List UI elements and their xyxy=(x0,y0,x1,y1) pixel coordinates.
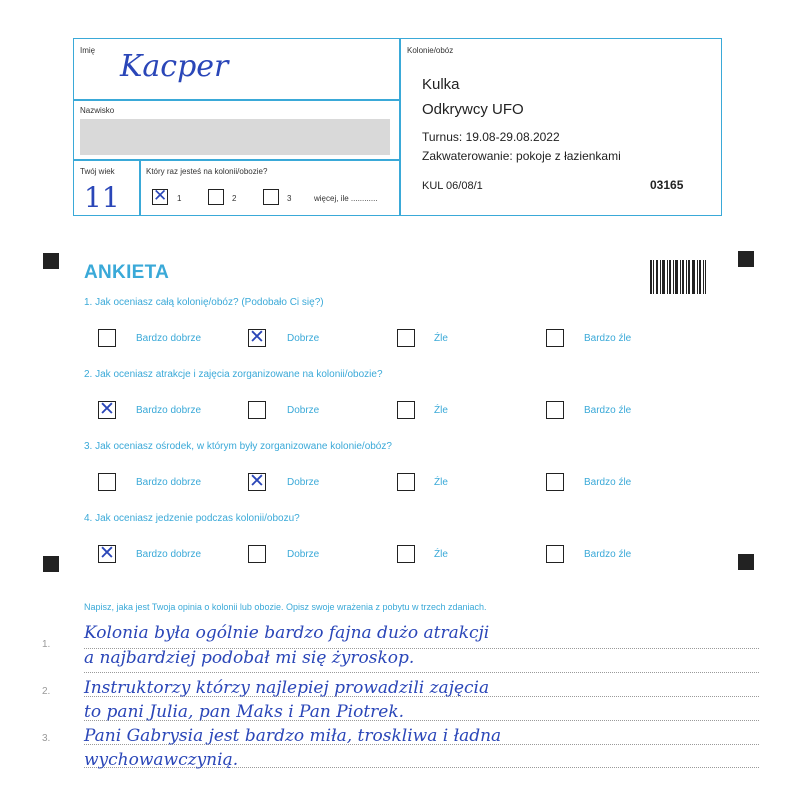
question-2-option-label: Bardzo źle xyxy=(584,405,632,416)
question-1-option-label: Bardzo dobrze xyxy=(136,333,202,344)
registration-marker-bottom-right xyxy=(738,554,754,570)
question-1-text: 1. Jak oceniasz całą kolonię/obóz? (Podobało Ci się?) xyxy=(84,297,324,308)
name-handwritten: Kacper xyxy=(120,49,229,84)
question-4-checkbox-1[interactable] xyxy=(98,545,116,563)
question-3-checkbox-2[interactable] xyxy=(248,473,266,491)
handwritten-line-6: wychowawczynią. xyxy=(84,750,239,770)
times-checkbox-1[interactable] xyxy=(152,189,168,205)
age-handwritten: 11 xyxy=(84,181,120,214)
question-4-checkbox-4[interactable] xyxy=(546,545,564,563)
question-3-option-label: Bardzo dobrze xyxy=(136,477,202,488)
times-checkbox-2[interactable] xyxy=(208,189,224,205)
line-number-3: 3. xyxy=(42,733,51,744)
camp-turnus: Turnus: 19.08-29.08.2022 xyxy=(422,130,560,144)
answer-line xyxy=(84,672,759,673)
card-divider-vertical xyxy=(399,39,401,215)
question-1-option-label: Dobrze xyxy=(287,333,320,344)
times-checkbox-3[interactable] xyxy=(263,189,279,205)
header-card xyxy=(73,38,722,216)
question-2-checkbox-1[interactable] xyxy=(98,401,116,419)
question-4-checkbox-3[interactable] xyxy=(397,545,415,563)
handwritten-line-4: to pani Julia, pan Maks i Pan Piotrek. xyxy=(84,702,405,722)
camp-name: Kulka xyxy=(422,76,460,93)
registration-marker-bottom-left xyxy=(43,556,59,572)
question-3-option-label: Źle xyxy=(434,477,448,488)
question-1-option-label: Źle xyxy=(434,333,448,344)
question-4-option-label: Bardzo dobrze xyxy=(136,549,202,560)
question-2-option-label: Źle xyxy=(434,405,448,416)
question-3-checkbox-1[interactable] xyxy=(98,473,116,491)
handwritten-line-2: a najbardziej podobał mi się żyroskop. xyxy=(84,648,415,668)
question-2-checkbox-3[interactable] xyxy=(397,401,415,419)
card-divider-name xyxy=(74,99,399,101)
question-1-checkbox-4[interactable] xyxy=(546,329,564,347)
handwritten-line-1: Kolonia była ogólnie bardzo fajna dużo atrakcji xyxy=(84,623,490,643)
question-2-checkbox-4[interactable] xyxy=(546,401,564,419)
question-3-checkbox-4[interactable] xyxy=(546,473,564,491)
question-2-checkbox-2[interactable] xyxy=(248,401,266,419)
surname-redacted xyxy=(80,119,390,155)
question-2-text: 2. Jak oceniasz atrakcje i zajęcia zorganizowane na kolonii/obozie? xyxy=(84,369,383,380)
camp-code: KUL 06/08/1 xyxy=(422,180,483,192)
question-4-option-label: Źle xyxy=(434,549,448,560)
question-4-text: 4. Jak oceniasz jedzenie podczas kolonii/obozu? xyxy=(84,513,300,524)
times-option-2: 2 xyxy=(232,194,237,203)
times-option-1: 1 xyxy=(177,194,182,203)
line-number-1: 1. xyxy=(42,639,51,650)
times-label: Który raz jesteś na kolonii/obozie? xyxy=(146,167,268,176)
times-option-3: 3 xyxy=(287,194,292,203)
registration-marker-top-right xyxy=(738,251,754,267)
card-divider-age xyxy=(139,159,141,215)
question-2-option-label: Bardzo dobrze xyxy=(136,405,202,416)
handwritten-line-5: Pani Gabrysia jest bardzo miła, troskliwa i ładna xyxy=(84,726,502,746)
age-label: Twój wiek xyxy=(80,167,115,176)
camp-number: 03165 xyxy=(650,178,684,192)
times-more-label: więcej, ile ............ xyxy=(314,194,378,203)
question-1-checkbox-3[interactable] xyxy=(397,329,415,347)
surname-label: Nazwisko xyxy=(80,106,115,115)
question-4-option-label: Dobrze xyxy=(287,549,320,560)
question-4-option-label: Bardzo źle xyxy=(584,549,632,560)
question-1-checkbox-1[interactable] xyxy=(98,329,116,347)
line-number-2: 2. xyxy=(42,686,51,697)
camp-accommodation: Zakwaterowanie: pokoje z łazienkami xyxy=(422,149,621,163)
opinion-prompt: Napisz, jaka jest Twoja opinia o kolonii lub obozie. Opisz swoje wrażenia z pobytu w trzech zdaniach. xyxy=(84,602,487,612)
question-1-option-label: Bardzo źle xyxy=(584,333,632,344)
handwritten-line-3: Instruktorzy którzy najlepiej prowadzili zajęcia xyxy=(84,678,490,698)
question-2-option-label: Dobrze xyxy=(287,405,320,416)
question-3-option-label: Dobrze xyxy=(287,477,320,488)
survey-title: ANKIETA xyxy=(84,262,170,283)
barcode-icon xyxy=(650,260,706,294)
question-4-checkbox-2[interactable] xyxy=(248,545,266,563)
question-3-option-label: Bardzo źle xyxy=(584,477,632,488)
registration-marker-top-left xyxy=(43,253,59,269)
camp-label: Kolonie/obóz xyxy=(407,46,454,55)
question-3-checkbox-3[interactable] xyxy=(397,473,415,491)
name-label: Imię xyxy=(80,46,96,55)
question-1-checkbox-2[interactable] xyxy=(248,329,266,347)
card-divider-surname xyxy=(74,159,399,161)
question-3-text: 3. Jak oceniasz ośrodek, w którym były zorganizowane kolonie/obóz? xyxy=(84,441,392,452)
camp-theme: Odkrywcy UFO xyxy=(422,101,524,118)
